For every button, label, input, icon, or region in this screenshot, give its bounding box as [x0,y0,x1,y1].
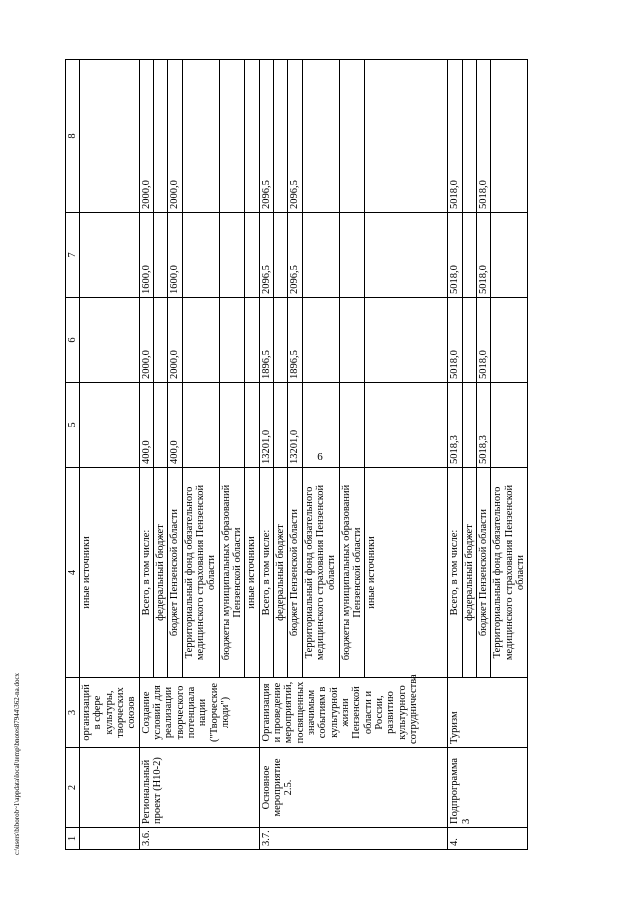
value-cell: 5018,3 [448,383,462,468]
source-cell: федеральный бюджет [153,468,167,678]
value-cell [365,298,448,383]
row-description: Создание условий для реализации творческого потенциала нации ("Творческие люди") [139,678,259,748]
value-cell [462,383,476,468]
value-cell [182,213,219,298]
header-cell-5: 5 [66,383,80,468]
value-cell: 1600,0 [168,213,182,298]
row-number: 3.7. [259,828,448,850]
table-row [139,60,153,850]
value-cell: 1896,5 [288,298,302,383]
value-cell [153,298,167,383]
header-cell-6: 6 [66,298,80,383]
table-row [448,60,462,850]
value-cell: 2096,5 [259,60,273,213]
value-cell [182,383,219,468]
value-cell: 2000,0 [168,60,182,213]
value-cell [182,60,219,213]
row-description: Туризм [448,678,528,748]
header-cell-4: 4 [66,468,80,678]
footer-file-path: c:\users\biborob~1\appdata\local\temp\bnotes87944\362-na.docx [13,672,21,855]
row-number: 3.6. [139,828,259,850]
value-cell [365,383,448,468]
value-cell [273,298,287,383]
value-cell: 5018,0 [448,60,462,213]
value-cell [219,383,245,468]
source-cell: бюджет Пензенской области [476,468,490,678]
value-cell [153,383,167,468]
value-cell [339,213,365,298]
value-cell [491,60,528,213]
source-cell: Территориальный фонд обязательного медицинского страхования Пензенской области [491,468,528,678]
source-cell: бюджеты муниципальных образований Пензенской области [219,468,245,678]
value-cell: 2096,5 [288,213,302,298]
source-cell: бюджет Пензенской области [288,468,302,678]
value-cell [153,213,167,298]
value-cell: 2000,0 [139,298,153,383]
continuation-source: иные источники [80,468,140,678]
value-cell: 13201,0 [288,383,302,468]
value-cell [219,60,245,213]
value-cell: 2096,5 [288,60,302,213]
value-cell [219,298,245,383]
value-cell: 5018,0 [476,213,490,298]
source-cell: бюджет Пензенской области [168,468,182,678]
row-name: Региональный проект (Н10-2) [139,748,259,828]
rotated-table-wrapper [65,60,610,850]
value-cell [462,213,476,298]
financing-table [65,59,528,850]
source-cell: федеральный бюджет [462,468,476,678]
value-cell: 2000,0 [168,298,182,383]
value-cell: 2096,5 [259,213,273,298]
value-cell: 13201,0 [259,383,273,468]
source-cell: иные источники [245,468,259,678]
value-cell [302,298,339,383]
value-cell: 5018,3 [476,383,490,468]
value-cell [339,60,365,213]
value-cell [462,60,476,213]
value-cell [182,298,219,383]
value-cell [462,298,476,383]
value-cell [365,60,448,213]
value-cell [365,213,448,298]
value-cell [245,60,259,213]
row-number: 4. [448,828,528,850]
source-cell: Всего, в том числе: [448,468,462,678]
header-cell-3: 3 [66,678,80,748]
value-cell [339,298,365,383]
source-cell: Территориальный фонд обязательного медицинского страхования Пензенской области [302,468,339,678]
value-cell [245,383,259,468]
value-cell: 1600,0 [139,213,153,298]
value-cell: 1896,5 [259,298,273,383]
value-cell: 400,0 [139,383,153,468]
value-cell: 5018,0 [448,213,462,298]
row-description: Организация и проведение мероприятий, посвященных значимым событиям в культурной жизни Пензенской области и России, развитию культурного сотрудничества [259,678,448,748]
source-cell: Территориальный фонд обязательного медицинского страхования Пензенской области [182,468,219,678]
value-cell [153,60,167,213]
table-header-row [66,60,80,850]
value-cell [491,213,528,298]
source-cell: Всего, в том числе: [259,468,273,678]
value-cell [491,383,528,468]
value-cell: 2000,0 [139,60,153,213]
value-cell [491,298,528,383]
header-cell-1: 1 [66,828,80,850]
value-cell [273,213,287,298]
table-row-continuation [80,60,140,850]
source-cell: Всего, в том числе: [139,468,153,678]
value-cell [219,213,245,298]
value-cell [273,60,287,213]
value-cell [245,298,259,383]
row-name: Основное мероприятие 2.5. [259,748,448,828]
value-cell: 400,0 [168,383,182,468]
page-number: 6 [317,451,323,463]
value-cell [273,383,287,468]
value-cell: 5018,0 [476,298,490,383]
source-cell: иные источники [365,468,448,678]
value-cell [339,383,365,468]
header-cell-8: 8 [66,60,80,213]
header-cell-7: 7 [66,213,80,298]
value-cell: 5018,0 [448,298,462,383]
value-cell [302,60,339,213]
table-row [259,60,273,850]
continuation-description: организаций в сфере культуры, творческих союзов [80,678,140,748]
header-cell-2: 2 [66,748,80,828]
value-cell [302,213,339,298]
value-cell [245,213,259,298]
source-cell: федеральный бюджет [273,468,287,678]
value-cell: 5018,0 [476,60,490,213]
value-cell [302,383,339,468]
row-name: Подпрограмма 3 [448,748,528,828]
source-cell: бюджеты муниципальных образований Пензенской области [339,468,365,678]
